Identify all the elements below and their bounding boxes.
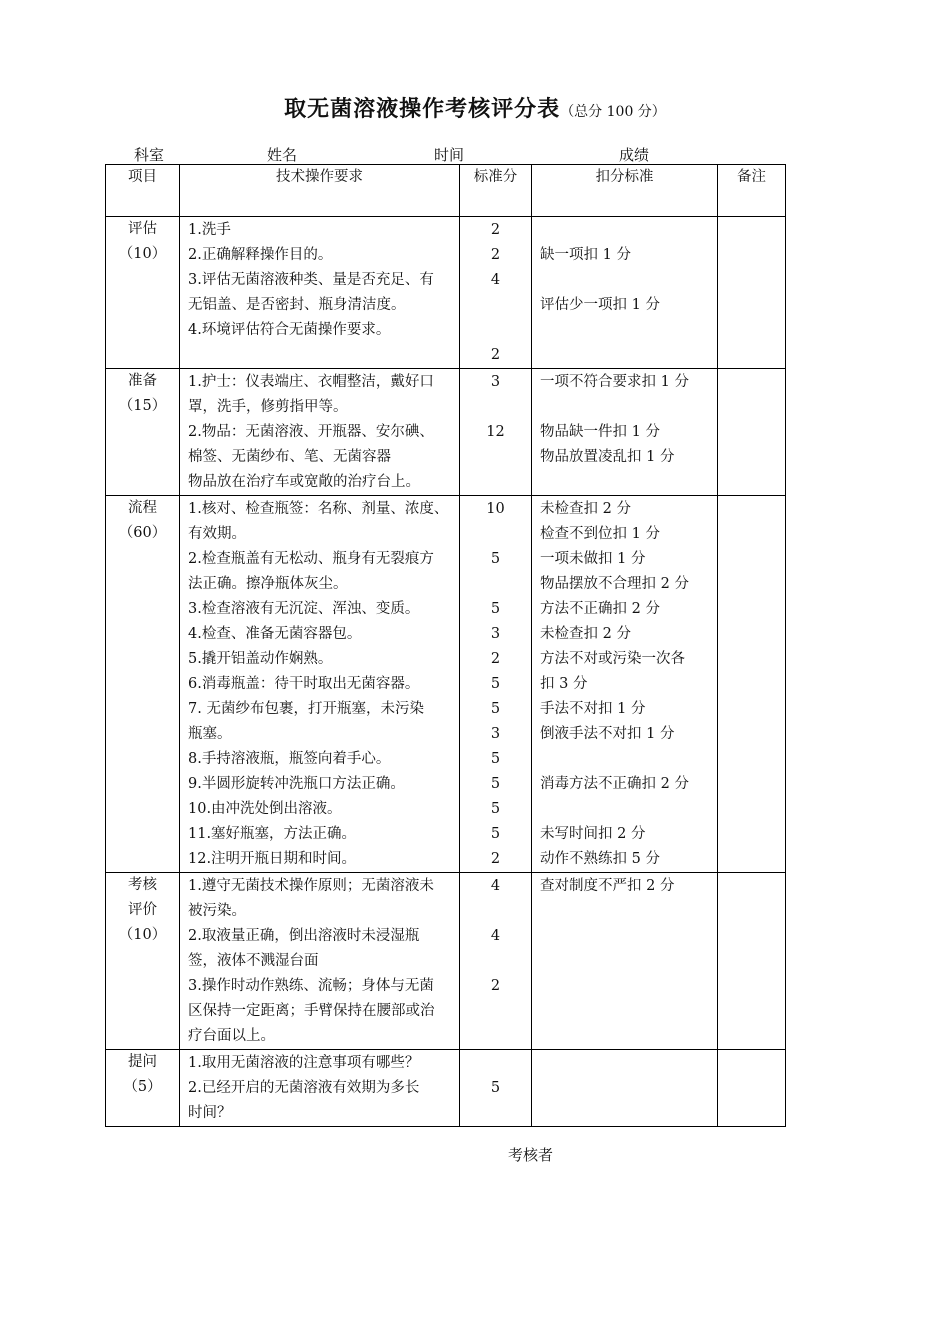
score-value: 5 xyxy=(490,751,501,767)
requirement-line: 签，液体不溅湿台面 xyxy=(188,953,319,969)
dept-label: 科室 xyxy=(134,146,165,164)
score-value: 2 xyxy=(490,978,501,994)
score-value: 4 xyxy=(490,878,501,894)
item-label: 准备 xyxy=(128,373,157,389)
deduction-criteria-cell xyxy=(532,369,718,496)
deduction-line: 物品放置凌乱扣 1 分 xyxy=(540,449,675,465)
score-value: 5 xyxy=(490,601,501,617)
requirement-line: 4.检查、准备无菌容器包。 xyxy=(188,626,362,642)
item-label: 考核 xyxy=(128,877,157,893)
requirements-cell xyxy=(180,496,460,873)
name-label: 姓名 xyxy=(267,146,298,164)
item-label: 流程 xyxy=(128,500,157,516)
deduction-line: 一项不符合要求扣 1 分 xyxy=(540,374,689,390)
section-row-preparation xyxy=(106,369,786,496)
score-value: 4 xyxy=(490,272,501,288)
score-value: 2 xyxy=(490,347,501,363)
requirements-cell xyxy=(180,217,460,369)
requirement-line: 1.取用无菌溶液的注意事项有哪些？ xyxy=(188,1055,420,1071)
remarks-cell xyxy=(718,217,786,369)
score-value: 5 xyxy=(490,776,501,792)
deduction-line: 手法不对扣 1 分 xyxy=(540,701,646,717)
deduction-criteria-cell xyxy=(532,217,718,369)
score-value: 12 xyxy=(486,424,505,440)
section-row-evaluation xyxy=(106,873,786,1050)
item-label: （10） xyxy=(118,927,167,943)
requirement-line: 1.遵守无菌技术操作原则；无菌溶液未 xyxy=(188,878,434,894)
requirement-line: 3.操作时动作熟练、流畅；身体与无菌 xyxy=(188,978,434,994)
deduction-line: 检查不到位扣 1 分 xyxy=(540,526,660,542)
score-value: 4 xyxy=(490,928,501,944)
requirement-line: 被污染。 xyxy=(188,903,246,919)
requirement-line: 3.评估无菌溶液种类、量是否充足、有 xyxy=(188,272,434,288)
item-label: 评估 xyxy=(128,221,157,237)
deduction-line: 物品缺一件扣 1 分 xyxy=(540,424,660,440)
requirement-line: 1.核对、检查瓶签：名称、剂量、浓度、 xyxy=(188,501,449,517)
requirement-line: 1.护士：仪表端庄、衣帽整洁，戴好口 xyxy=(188,374,434,390)
requirement-line: 3.检查溶液有无沉淀、浑浊、变质。 xyxy=(188,601,420,617)
section-row-procedure xyxy=(106,496,786,873)
requirement-line: 8.手持溶液瓶，瓶签向着手心。 xyxy=(188,751,391,767)
deduction-criteria-cell xyxy=(532,873,718,1050)
item-label: （10） xyxy=(118,246,167,262)
header-deduction-criteria: 扣分标准 xyxy=(532,165,718,217)
scoring-table xyxy=(105,164,786,1127)
score-value: 10 xyxy=(486,501,505,517)
section-row-questions xyxy=(106,1050,786,1127)
remarks-cell xyxy=(718,369,786,496)
item-cell xyxy=(106,496,180,873)
item-label: （60） xyxy=(118,525,167,541)
item-cell xyxy=(106,1050,180,1127)
requirements-cell xyxy=(180,873,460,1050)
deduction-line: 方法不正确扣 2 分 xyxy=(540,601,660,617)
page-title xyxy=(0,92,950,123)
item-cell xyxy=(106,873,180,1050)
standard-score-cell xyxy=(460,217,532,369)
header-remarks: 备注 xyxy=(718,165,786,217)
requirement-line: 瓶塞。 xyxy=(188,726,232,742)
deduction-line: 动作不熟练扣 5 分 xyxy=(540,851,660,867)
item-label: （15） xyxy=(118,398,167,414)
score-value: 5 xyxy=(490,1080,501,1096)
remarks-cell xyxy=(718,873,786,1050)
section-row-assessment xyxy=(106,217,786,369)
score-value: 3 xyxy=(490,626,501,642)
remarks-cell xyxy=(718,1050,786,1127)
deduction-line: 评估少一项扣 1 分 xyxy=(540,297,660,313)
deduction-line: 缺一项扣 1 分 xyxy=(540,247,631,263)
requirement-line: 区保持一定距离；手臂保持在腰部或治 xyxy=(188,1003,435,1019)
deduction-line: 未写时间扣 2 分 xyxy=(540,826,646,842)
requirement-line: 6.消毒瓶盖：待干时取出无菌容器。 xyxy=(188,676,420,692)
header-row xyxy=(106,165,786,217)
remarks-cell xyxy=(718,496,786,873)
deduction-criteria-cell xyxy=(532,496,718,873)
requirement-line: 9.半圆形旋转冲洗瓶口方法正确。 xyxy=(188,776,405,792)
requirements-cell xyxy=(180,1050,460,1127)
deduction-criteria-cell xyxy=(532,1050,718,1127)
deduction-line: 方法不对或污染一次各 xyxy=(540,651,685,667)
header-standard-score: 标准分 xyxy=(460,165,532,217)
title-text: 取无菌溶液操作考核评分表 xyxy=(284,97,561,122)
item-label: 评价 xyxy=(128,902,157,918)
requirement-line: 有效期。 xyxy=(188,526,246,542)
deduction-line: 未检查扣 2 分 xyxy=(540,626,631,642)
requirement-line: 无铝盖、是否密封、瓶身清洁度。 xyxy=(188,297,406,313)
examiner-label: 考核者 xyxy=(508,1146,554,1164)
item-cell xyxy=(106,217,180,369)
score-value: 2 xyxy=(490,851,501,867)
score-value: 5 xyxy=(490,551,501,567)
requirement-line: 2.取液量正确，倒出溶液时未浸湿瓶 xyxy=(188,928,420,944)
requirement-line: 物品放在治疗车或宽敞的治疗台上。 xyxy=(188,474,420,490)
score-value: 2 xyxy=(490,651,501,667)
score-value: 3 xyxy=(490,726,501,742)
total-score-note: （总分 100 分） xyxy=(560,104,666,120)
item-cell xyxy=(106,369,180,496)
score-value: 5 xyxy=(490,676,501,692)
header-requirements: 技术操作要求 xyxy=(180,165,460,217)
deduction-line: 未检查扣 2 分 xyxy=(540,501,631,517)
requirement-line: 棉签、无菌纱布、笔、无菌容器 xyxy=(188,449,391,465)
requirement-line: 11.塞好瓶塞，方法正确。 xyxy=(188,826,357,842)
requirements-cell xyxy=(180,369,460,496)
deduction-line: 消毒方法不正确扣 2 分 xyxy=(540,776,689,792)
requirement-line: 2.已经开启的无菌溶液有效期为多长 xyxy=(188,1080,420,1096)
score-value: 5 xyxy=(490,826,501,842)
score-label: 成绩 xyxy=(619,146,650,164)
standard-score-cell xyxy=(460,369,532,496)
standard-score-cell xyxy=(460,1050,532,1127)
deduction-line: 查对制度不严扣 2 分 xyxy=(540,878,675,894)
header-item: 项目 xyxy=(106,165,180,217)
requirement-line: 4.环境评估符合无菌操作要求。 xyxy=(188,322,391,338)
requirement-line: 10.由冲洗处倒出溶液。 xyxy=(188,801,342,817)
requirement-line: 5.撬开铝盖动作娴熟。 xyxy=(188,651,333,667)
requirement-line: 12.注明开瓶日期和时间。 xyxy=(188,851,357,867)
deduction-line: 物品摆放不合理扣 2 分 xyxy=(540,576,689,592)
time-label: 时间 xyxy=(434,146,465,164)
requirement-line: 法正确。擦净瓶体灰尘。 xyxy=(188,576,348,592)
requirement-line: 时间？ xyxy=(188,1105,232,1121)
requirement-line: 1.洗手 xyxy=(188,222,231,238)
item-label: 提问 xyxy=(128,1054,157,1070)
deduction-line: 倒液手法不对扣 1 分 xyxy=(540,726,675,742)
requirement-line: 2.物品：无菌溶液、开瓶器、安尔碘、 xyxy=(188,424,434,440)
deduction-line: 一项未做扣 1 分 xyxy=(540,551,646,567)
requirement-line: 罩，洗手，修剪指甲等。 xyxy=(188,399,348,415)
score-value: 3 xyxy=(490,374,501,390)
score-value: 2 xyxy=(490,222,501,238)
standard-score-cell xyxy=(460,496,532,873)
requirement-line: 疗台面以上。 xyxy=(188,1028,275,1044)
requirement-line: 2.检查瓶盖有无松动、瓶身有无裂痕方 xyxy=(188,551,434,567)
item-label: （5） xyxy=(123,1079,162,1095)
deduction-line: 扣 3 分 xyxy=(540,676,588,692)
score-value: 5 xyxy=(490,701,501,717)
score-value: 2 xyxy=(490,247,501,263)
requirement-line: 7. 无菌纱布包裹，打开瓶塞，未污染 xyxy=(188,701,424,717)
requirement-line: 2.正确解释操作目的。 xyxy=(188,247,333,263)
standard-score-cell xyxy=(460,873,532,1050)
score-value: 5 xyxy=(490,801,501,817)
